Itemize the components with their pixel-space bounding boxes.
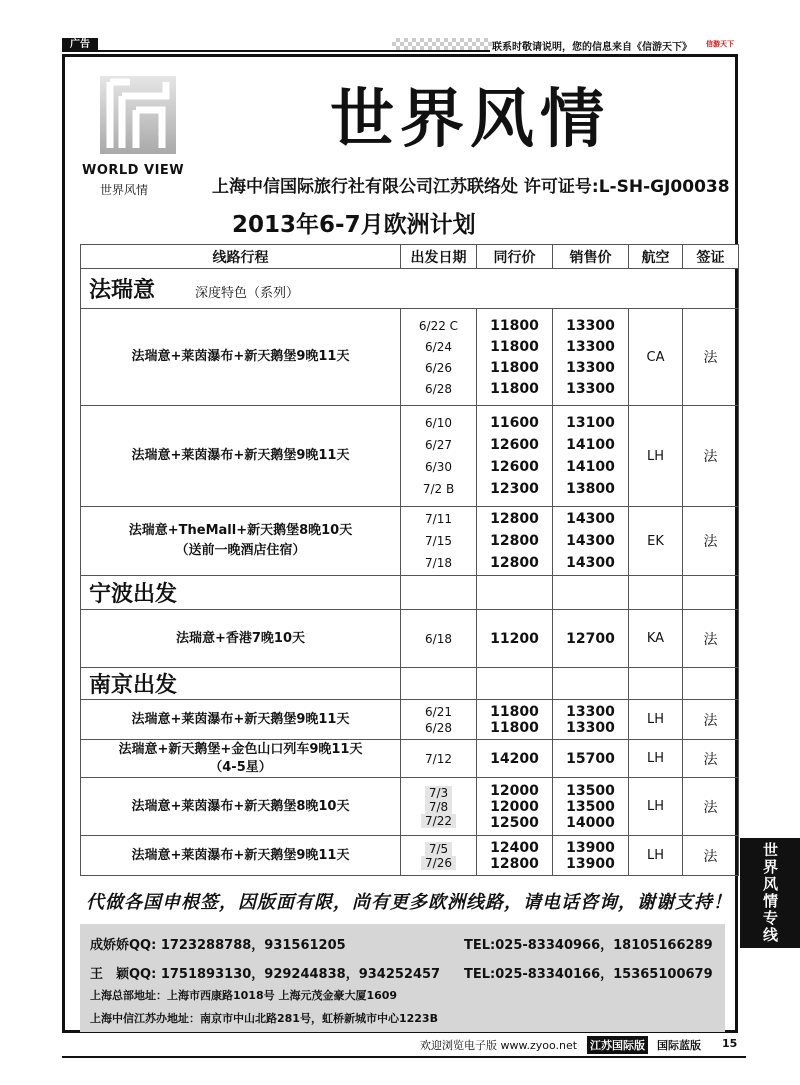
sale-price: 13500 [566, 782, 615, 799]
trade-price-cell [477, 309, 553, 406]
date-value: 7/5 [425, 842, 452, 856]
trade-price: 12800 [490, 533, 539, 549]
date-value: 6/18 [401, 610, 477, 668]
section-row [81, 576, 739, 610]
route-name-cell [81, 740, 401, 778]
date-value: 6/24 [425, 339, 452, 354]
company-line: 上海中信国际旅行社有限公司江苏联络处 许可证号:L-SH-GJ00038 [212, 177, 730, 197]
date-cell [401, 778, 477, 836]
footer-edition: 国际蓝版 [657, 1039, 701, 1052]
airline-cell: KA [629, 610, 683, 668]
table-row [81, 406, 739, 507]
trade-price: 11800 [490, 338, 539, 355]
trade-price: 12000 [490, 798, 539, 815]
col-trade-price: 同行价 [477, 245, 553, 269]
sale-price: 14100 [566, 437, 615, 453]
date-cell [401, 700, 477, 740]
trade-price: 11800 [490, 317, 539, 334]
table-row [81, 610, 739, 668]
date-value: 7/12 [401, 740, 477, 778]
col-route: 线路行程 [81, 245, 401, 269]
date-value: 6/26 [425, 360, 452, 375]
sale-price: 14100 [566, 459, 615, 475]
sale-price: 13300 [566, 719, 615, 736]
date-value: 7/26 [421, 856, 456, 870]
sale-price-cell [553, 507, 629, 576]
route-name: 法瑞意+莱茵瀑布+新天鹅堡9晚11天 [81, 836, 401, 876]
sale-price: 13300 [566, 338, 615, 355]
table-row [81, 309, 739, 406]
sale-price-cell [553, 778, 629, 836]
visa-cell: 法 [683, 740, 739, 778]
date-cell [401, 309, 477, 406]
sale-price: 13300 [566, 359, 615, 376]
date-value: 6/22 C [418, 318, 459, 333]
sale-price: 13500 [566, 798, 615, 815]
section-ningbo [81, 576, 401, 610]
sale-price: 13100 [566, 415, 615, 431]
brand-title: 世界风情 [330, 82, 610, 157]
date-value: 7/3 [425, 786, 452, 800]
airline-cell: LH [629, 836, 683, 876]
date-value: 6/28 [425, 720, 452, 735]
sale-price-cell [553, 700, 629, 740]
table-row [81, 740, 739, 778]
date-value: 7/18 [425, 556, 452, 570]
date-value: 6/30 [425, 460, 452, 474]
col-date: 出发日期 [401, 245, 477, 269]
col-airline: 航空 [629, 245, 683, 269]
table-row [81, 507, 739, 576]
visa-cell: 法 [683, 610, 739, 668]
sale-price: 14000 [566, 814, 615, 831]
airline-cell: LH [629, 700, 683, 740]
header-rule [98, 50, 490, 52]
sale-price: 14300 [566, 555, 615, 571]
date-value: 7/15 [425, 534, 452, 548]
section-fariyi [81, 269, 739, 309]
route-table [80, 244, 739, 876]
sale-price-cell [553, 309, 629, 406]
col-sale-price: 销售价 [553, 245, 629, 269]
contact-2-tel: TEL:025-83340166，15365100679 [464, 967, 713, 982]
sale-price: 13300 [566, 703, 615, 720]
trade-price: 12800 [490, 511, 539, 527]
jiangsu-address: 上海中信江苏办地址：南京市中山北路281号，虹桥新城市中心1223B [90, 1012, 438, 1025]
section-title: 宁波出发 [89, 582, 178, 607]
section-title: 南京出发 [89, 673, 178, 698]
header-note: 联系时敬请说明，您的信息来自《信游天下》 [492, 42, 692, 53]
route-name: 法瑞意+莱茵瀑布+新天鹅堡9晚11天 [81, 406, 401, 507]
corner-logo: 信游天下 [706, 40, 734, 48]
trade-price: 11200 [477, 610, 553, 668]
sale-price: 14300 [566, 533, 615, 549]
trade-price: 14200 [477, 740, 553, 778]
trade-price-cell [477, 700, 553, 740]
date-value: 6/27 [425, 438, 452, 452]
route-name: 法瑞意+新天鹅堡+金色山口列车9晚11天 [118, 741, 363, 757]
table-header-row [81, 245, 739, 269]
sale-price-cell [553, 836, 629, 876]
route-name: 法瑞意+莱茵瀑布+新天鹅堡9晚11天 [81, 700, 401, 740]
date-value: 6/10 [425, 416, 452, 430]
sale-price: 15700 [553, 740, 629, 778]
visa-cell: 法 [683, 507, 739, 576]
table-row [81, 778, 739, 836]
trade-price-cell [477, 406, 553, 507]
table-row [81, 836, 739, 876]
visa-cell: 法 [683, 309, 739, 406]
trade-price: 11600 [490, 415, 539, 431]
world-view-logo-icon [100, 76, 176, 154]
plan-title: 2013年6-7月欧洲计划 [232, 212, 476, 238]
footer-browse: 欢迎浏览电子版 www.zyoo.net [420, 1039, 578, 1052]
footer-rule [62, 1056, 746, 1058]
trade-price: 11800 [490, 380, 539, 397]
trade-price: 12800 [490, 855, 539, 872]
logo-text-cn: 世界风情 [100, 183, 149, 197]
visa-cell: 法 [683, 836, 739, 876]
date-cell [401, 406, 477, 507]
page-number: 15 [722, 1037, 738, 1050]
sale-price: 13900 [566, 855, 615, 872]
trade-price: 12000 [490, 782, 539, 799]
logo-text-en: WORLD VIEW [82, 163, 185, 178]
sale-price: 13300 [566, 317, 615, 334]
route-name: 法瑞意+TheMall+新天鹅堡8晚10天 [128, 523, 353, 538]
side-tab: 世界风情专线 [740, 838, 800, 948]
airline-cell: EK [629, 507, 683, 576]
date-cell [401, 836, 477, 876]
date-value: 7/11 [425, 512, 452, 526]
sale-price-cell [553, 406, 629, 507]
section-title: 法瑞意 [89, 278, 156, 303]
route-name-cell [81, 507, 401, 576]
sale-price: 12700 [553, 610, 629, 668]
trade-price: 12600 [490, 459, 539, 475]
route-name: 法瑞意+莱茵瀑布+新天鹅堡9晚11天 [81, 309, 401, 406]
route-name: 法瑞意+莱茵瀑布+新天鹅堡8晚10天 [81, 778, 401, 836]
sale-price: 14300 [566, 511, 615, 527]
date-value: 6/28 [425, 381, 452, 396]
trade-price-cell [477, 507, 553, 576]
trade-price: 12500 [490, 814, 539, 831]
section-nanjing [81, 668, 401, 700]
date-value: 7/8 [425, 800, 452, 814]
section-row [81, 668, 739, 700]
trade-price-cell [477, 778, 553, 836]
route-note: （送前一晚酒店住宿） [175, 543, 306, 558]
sale-price: 13300 [566, 380, 615, 397]
ad-tag: 广告 [62, 38, 98, 52]
trade-price: 12800 [490, 555, 539, 571]
trade-price: 12600 [490, 437, 539, 453]
footer-badge: 江苏国际版 [587, 1036, 648, 1054]
date-value: 7/22 [421, 814, 456, 828]
sale-price: 13900 [566, 839, 615, 856]
route-name: 法瑞意+香港7晚10天 [81, 610, 401, 668]
promo-banner: 代做各国申根签，因版面有限，尚有更多欧洲线路，请电话咨询，谢谢支持！ [86, 892, 732, 913]
airline-cell: LH [629, 406, 683, 507]
airline-cell: LH [629, 740, 683, 778]
header-pattern [392, 38, 492, 50]
trade-price-cell [477, 836, 553, 876]
col-visa: 签证 [683, 245, 739, 269]
trade-price: 11800 [490, 719, 539, 736]
date-value: 6/21 [425, 704, 452, 719]
trade-price: 11800 [490, 703, 539, 720]
trade-price: 12300 [490, 481, 539, 497]
contact-1-tel: TEL:025-83340966，18105166289 [464, 938, 713, 953]
visa-cell: 法 [683, 778, 739, 836]
airline-cell: CA [629, 309, 683, 406]
visa-cell: 法 [683, 406, 739, 507]
section-row [81, 269, 739, 309]
airline-cell: LH [629, 778, 683, 836]
contact-2-qq: 王 颖QQ: 1751893130，929244838，934252457 [90, 967, 441, 982]
route-note: （4-5星） [209, 759, 272, 775]
hq-address: 上海总部地址：上海市西康路1018号 上海元茂金豪大厦1609 [90, 989, 398, 1002]
section-subtitle: 深度特色（系列） [195, 286, 300, 301]
date-value: 7/2 B [422, 482, 455, 496]
trade-price: 12400 [490, 839, 539, 856]
sale-price: 13800 [566, 481, 615, 497]
trade-price: 11800 [490, 359, 539, 376]
date-cell [401, 507, 477, 576]
table-row [81, 700, 739, 740]
visa-cell: 法 [683, 700, 739, 740]
contact-1-qq: 成娇娇QQ: 1723288788，931561205 [90, 938, 346, 953]
